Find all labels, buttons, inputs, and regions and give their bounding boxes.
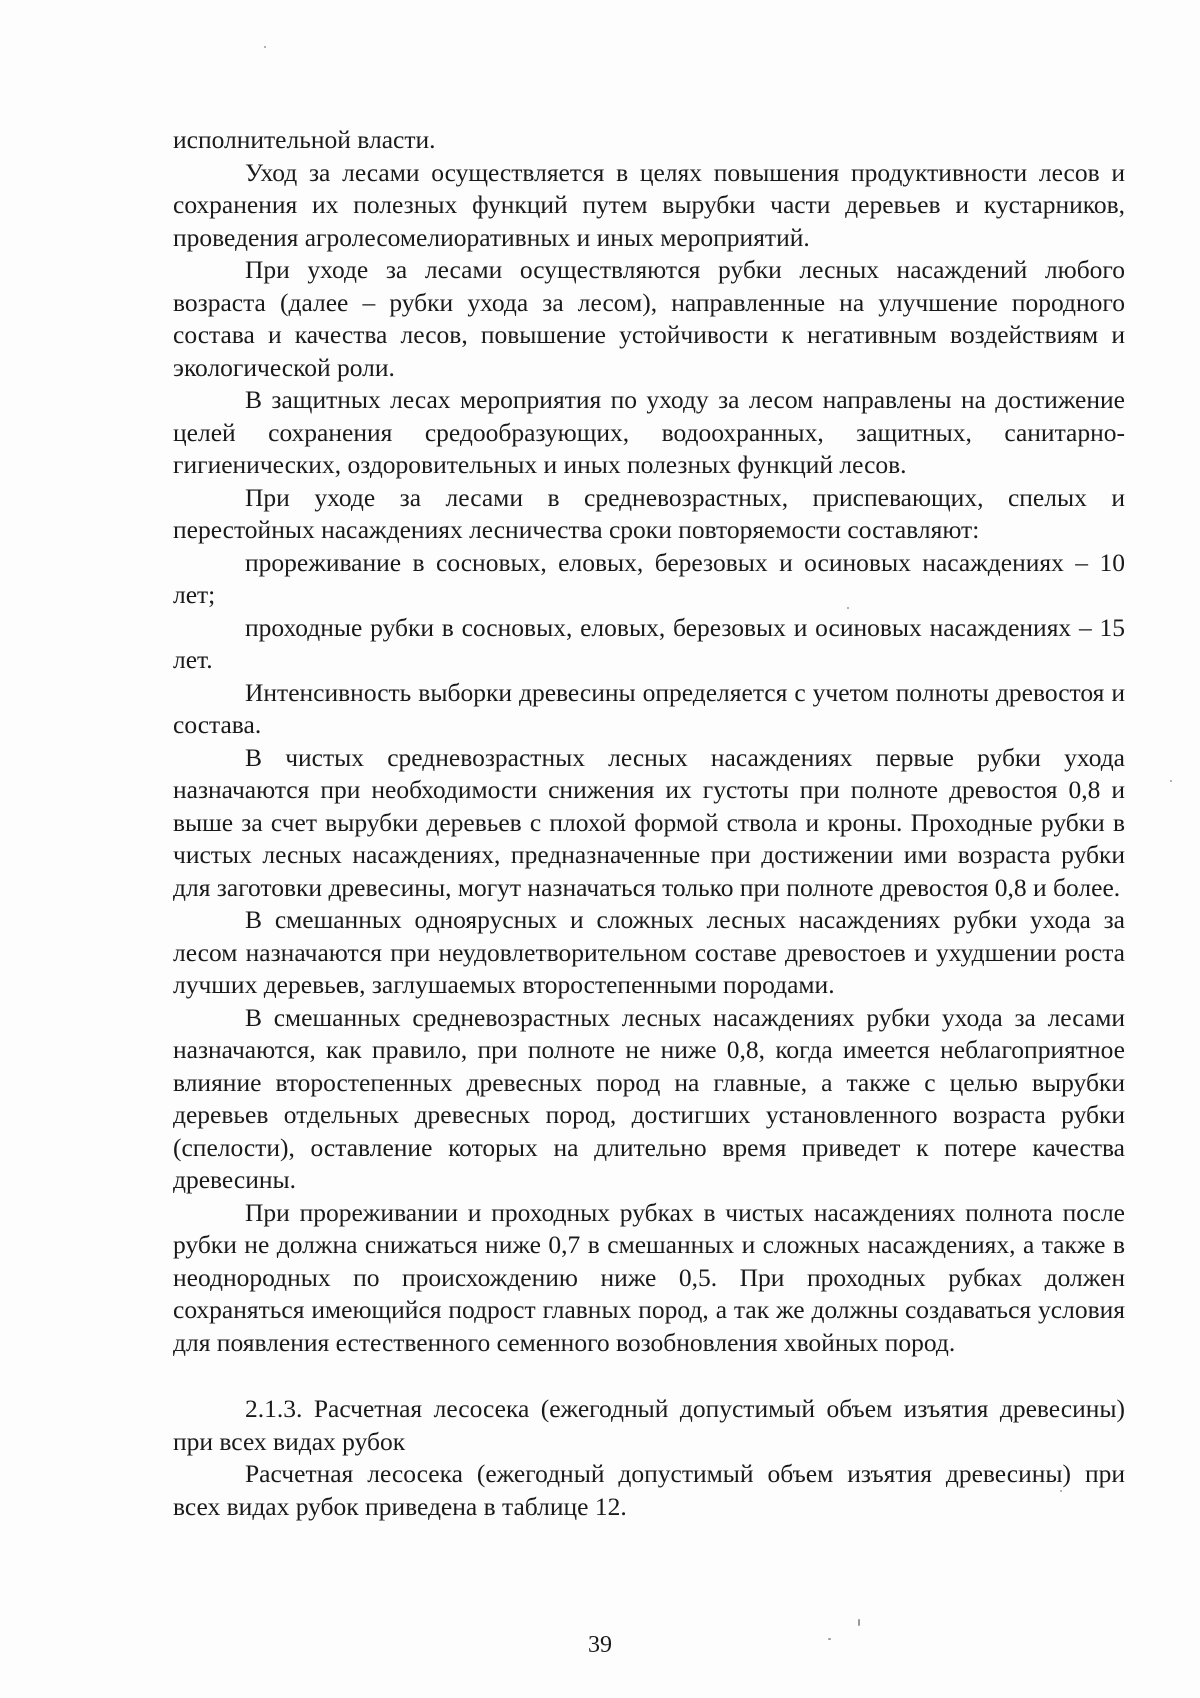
- page-number: 39: [588, 1632, 612, 1658]
- paragraph-passage-fellings: проходные рубки в сосновых, еловых, березовых и осиновых насаждениях – 15 лет.: [173, 612, 1125, 674]
- scan-speck: [828, 1638, 831, 1640]
- paragraph-continuation: исполнительной власти.: [173, 125, 436, 154]
- section-body: Расчетная лесосека (ежегодный допустимый объем изъятия древесины) при всех видах рубок приведена в таблице 12.: [173, 1459, 1125, 1521]
- paragraph-mixed-single-layer: В смешанных одноярусных и сложных лесных насаждениях рубки ухода за лесом назначаются при неудовлетворительном составе древостоев и ухудшении роста лучших деревьев, заглушаемых второстепенными породами.: [173, 905, 1125, 999]
- section-gap: [173, 1359, 1125, 1393]
- paragraph-pure-stands: В чистых средневозрастных лесных насаждениях первые рубки ухода назначаются при необходимости снижения их густоты при полноте древостоя 0,8 и выше за счет вырубки деревьев с плохой формой ствола и кроны. Проходные рубки в чистых лесных насаждениях, предназначенные при достижении ими возраста рубки для заготовки древесины, могут назначаться только при полноте древостоя 0,8 и более.: [173, 742, 1125, 902]
- paragraph-protective-forests: В защитных лесах мероприятия по уходу за лесом направлены на достижение целей сохранения средообразующих, водоохранных, защитных, санитарно-гигиенических, оздоровительных и иных полезных функций лесов.: [173, 385, 1125, 479]
- paragraph-repeat-periods: При уходе за лесами в средневозрастных, приспевающих, спелых и перестойных насаждениях лесничества сроки повторяемости составляют:: [173, 482, 1125, 544]
- scan-speck: [847, 607, 849, 609]
- paragraph-density-limits: При прореживании и проходных рубках в чистых насаждениях полнота после рубки не должна снижаться ниже 0,7 в смешанных и сложных насаждениях, а также в неоднородных по происхождению ниже 0,5. При проходных рубках должен сохраняться имеющийся подрост главных пород, а так же должны создаваться условия для появления естественного семенного возобновления хвойных пород.: [173, 1197, 1125, 1357]
- document-body: [173, 124, 1125, 1523]
- paragraph-forest-care: Уход за лесами осуществляется в целях повышения продуктивности лесов и сохранения их полезных функций путем вырубки части деревьев и кустарников, проведения агролесомелиоративных и иных мероприятий.: [173, 157, 1125, 252]
- scan-speck: [1060, 1490, 1062, 1492]
- paragraph-mixed-middle-aged: В смешанных средневозрастных лесных насаждениях рубки ухода за лесами назначаются, как правило, при полноте не ниже 0,8, когда имеется неблагоприятное влияние второстепенных древесных пород на главные, а также с целью вырубки деревьев отдельных древесных пород, достигших установленного возраста рубки (спелости), оставление которых на длительно время приведет к потере качества древесины.: [173, 1002, 1125, 1194]
- section-heading: 2.1.3. Расчетная лесосека (ежегодный допустимый объем изъятия древесины) при всех видах рубок: [173, 1394, 1125, 1456]
- paragraph-intensity: Интенсивность выборки древесины определяется с учетом полноты древостоя и состава.: [173, 677, 1125, 739]
- scan-speck: [264, 46, 266, 48]
- scan-speck: [1170, 780, 1172, 782]
- scan-speck: [858, 1619, 860, 1626]
- paragraph-thinning: прореживание в сосновых, еловых, березовых и осиновых насаждениях – 10 лет;: [173, 547, 1125, 609]
- paragraph-care-fellings: При уходе за лесами осуществляются рубки лесных насаждений любого возраста (далее – рубки ухода за лесом), направленные на улучшение породного состава и качества лесов, повышение устойчивости к негативным воздействиям и экологической роли.: [173, 255, 1125, 382]
